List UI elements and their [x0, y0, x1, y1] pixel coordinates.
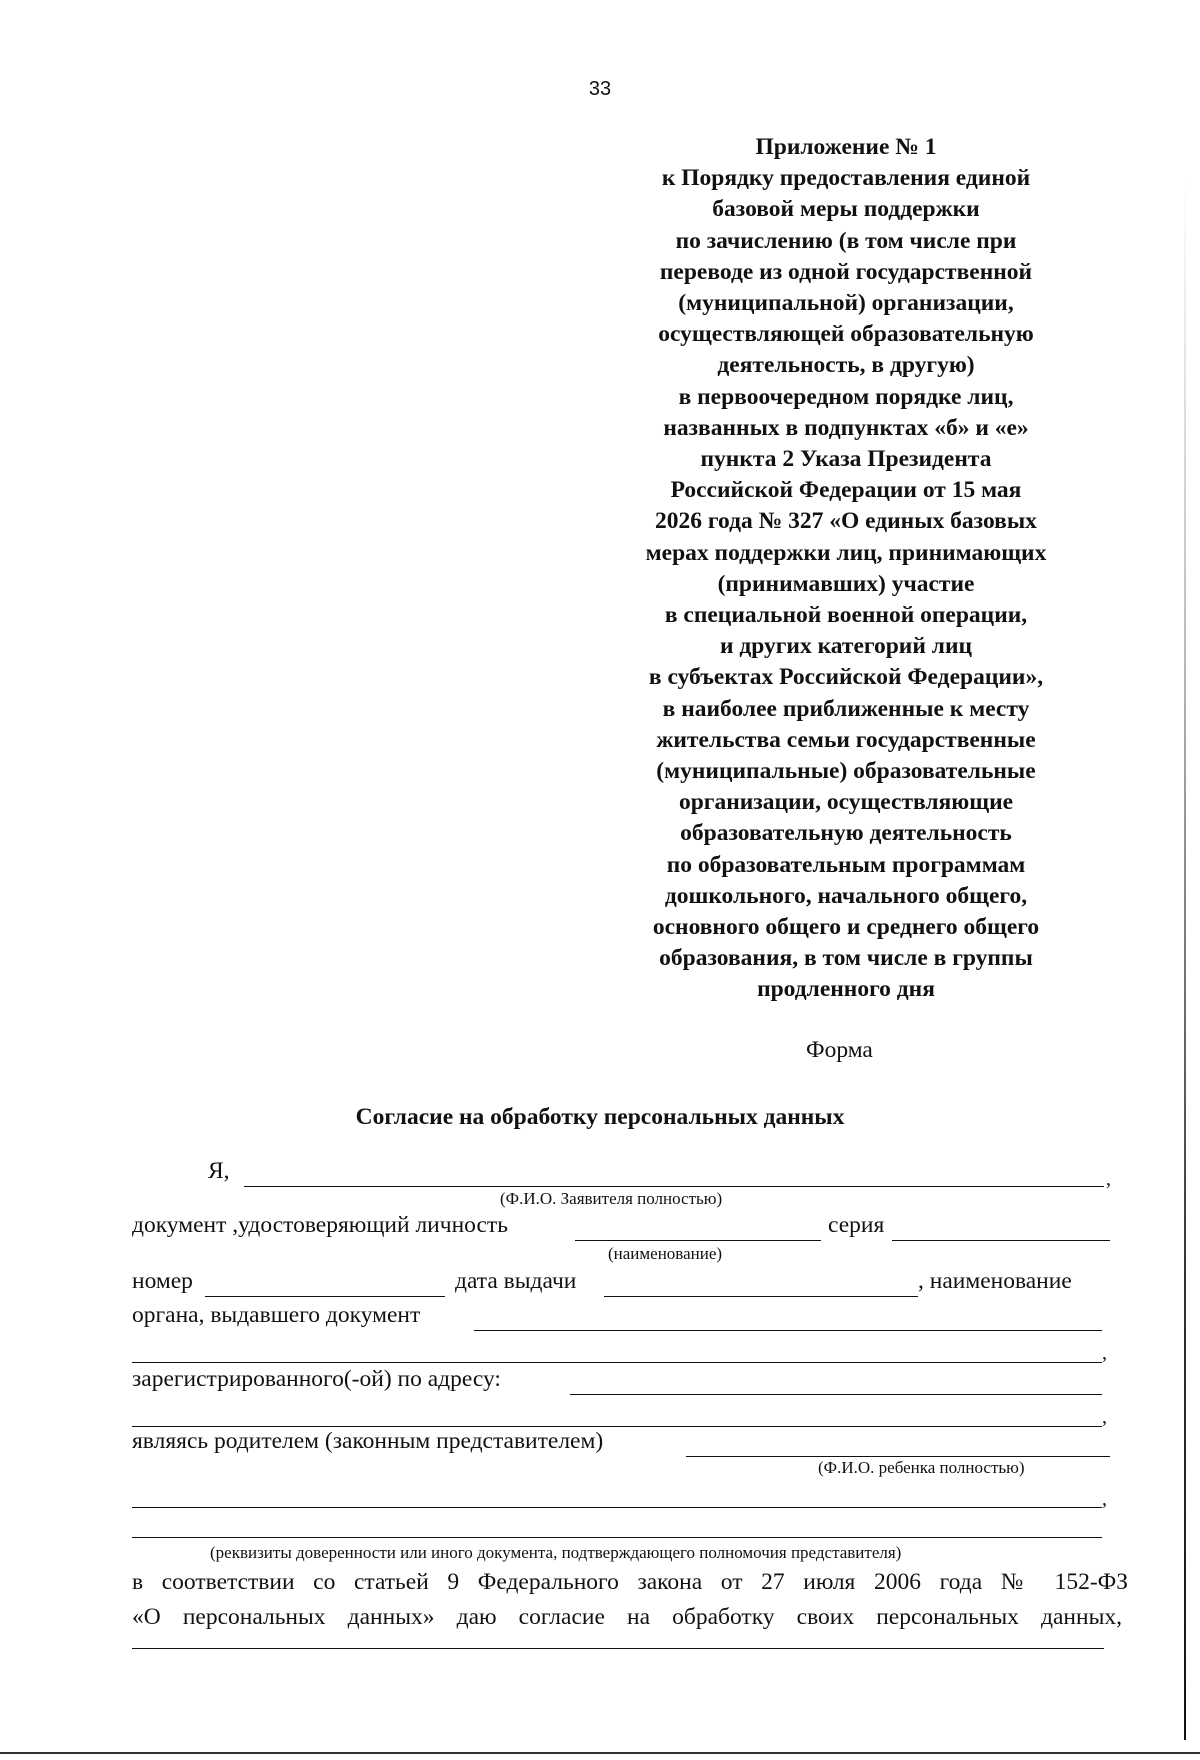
address-field[interactable] [570, 1394, 1102, 1395]
number-field[interactable] [205, 1296, 445, 1297]
appendix-line: названных в подпунктах «б» и «е» [663, 414, 1029, 441]
appendix-line: в специальной военной операции, [664, 602, 1028, 629]
applicant-fio-field[interactable] [244, 1186, 1104, 1187]
parent-label: являясь родителем (законным представителем) [132, 1428, 604, 1454]
consent-title: Согласие на обработку персональных данных [355, 1104, 845, 1130]
appendix-line: образовательную деятельность [680, 820, 1012, 847]
number-label: номер [132, 1268, 193, 1294]
comma: , [1102, 1406, 1107, 1428]
child-fio-field[interactable] [686, 1456, 1110, 1457]
form-label: Форма [806, 1037, 873, 1063]
appendix-line: дошкольного, начального общего, [664, 882, 1028, 909]
issue-date-label: дата выдачи [455, 1268, 577, 1294]
comma: , [1102, 1342, 1107, 1364]
issuer-label: органа, выдавшего документ [132, 1302, 421, 1328]
appendix-line: Приложение № 1 [755, 134, 937, 160]
appendix-line: 2026 года № 327 «О единых базовых [655, 508, 1037, 535]
child-caption: (Ф.И.О. ребенка полностью) [818, 1458, 1025, 1477]
appendix-line: жительства семьи государственные [656, 726, 1036, 753]
naming-label: , наименование [918, 1268, 1072, 1294]
appendix-heading [606, 132, 1086, 1006]
issuer-field[interactable] [474, 1330, 1102, 1331]
appendix-line: (принимавших) участие [717, 570, 975, 597]
personal-data-field[interactable] [132, 1648, 1104, 1649]
issuer-field-continued[interactable] [132, 1362, 1102, 1363]
child-fio-field-continued[interactable] [132, 1507, 1102, 1508]
series-field[interactable] [892, 1240, 1110, 1241]
appendix-line: (муниципальные) образовательные [656, 758, 1036, 785]
page-edge [0, 1752, 1200, 1754]
address-field-continued[interactable] [132, 1426, 1102, 1427]
issue-date-field[interactable] [604, 1296, 918, 1297]
scan-edge [1184, 180, 1186, 1740]
appendix-line: к Порядку предоставления единой [661, 165, 1031, 192]
fio-applicant-caption: (Ф.И.О. Заявителя полностью) [500, 1189, 723, 1208]
appendix-line: в субъектах Российской Федерации», [648, 664, 1044, 691]
appendix-line: образования, в том числе в группы [659, 945, 1033, 972]
appendix-line: продленного дня [757, 976, 935, 1003]
appendix-line: по зачислению (в том числе при [675, 227, 1017, 254]
appendix-line: в первоочередном порядке лиц, [678, 383, 1014, 410]
comma: , [1106, 1168, 1111, 1190]
naming-caption: (наименование) [608, 1244, 723, 1263]
document-label: документ ,удостоверяющий личность [132, 1212, 508, 1238]
appendix-line: мерах поддержки лиц, принимающих [645, 539, 1047, 566]
appendix-line: пункта 2 Указа Президента [700, 446, 992, 473]
proxy-document-field[interactable] [132, 1537, 1102, 1538]
document-name-field[interactable] [575, 1240, 821, 1241]
law-line: «О персональных данных» даю согласие на обработку своих персональных данных, [132, 1604, 1122, 1630]
appendix-line: осуществляющей образовательную [658, 321, 1034, 348]
appendix-line: основного общего и среднего общего [652, 914, 1040, 941]
appendix-line: и других категорий лиц [719, 633, 973, 660]
appendix-line: по образовательным программам [666, 851, 1026, 878]
appendix-line: деятельность, в другую) [717, 352, 975, 379]
law-line: в соответствии со статьей 9 Федерального закона от 27 июля 2006 года № 152-ФЗ [132, 1569, 1128, 1595]
appendix-line: Российской Федерации от 15 мая [670, 477, 1022, 504]
appendix-line: базовой меры поддержки [712, 196, 980, 223]
i-prefix: Я, [208, 1158, 230, 1184]
page-number: 33 [588, 78, 612, 100]
appendix-line: в наиболее приближенные к месту [662, 695, 1030, 722]
appendix-line: (муниципальной) организации, [678, 290, 1014, 317]
appendix-line: переводе из одной государственной [659, 258, 1033, 285]
proxy-caption: (реквизиты доверенности или иного документа, подтверждающего полномочия представителя) [210, 1543, 902, 1562]
series-label: серия [828, 1212, 885, 1238]
appendix-line: организации, осуществляющие [678, 789, 1014, 816]
comma: , [1102, 1488, 1107, 1510]
address-label: зарегистрированного(-ой) по адресу: [132, 1366, 501, 1392]
